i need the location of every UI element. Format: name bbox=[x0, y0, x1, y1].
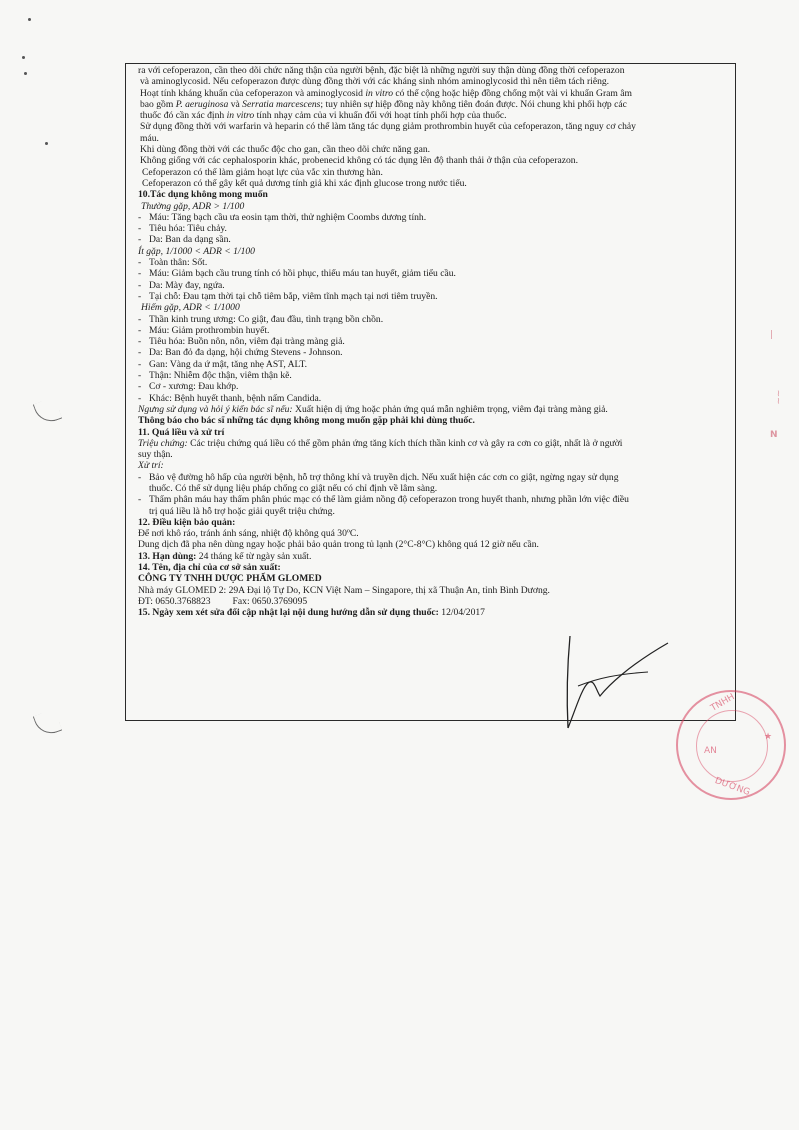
text-line: Sử dụng đồng thời với warfarin và heparin có thể làm tăng tác dụng giảm prothrombin huyết của cefoperazon, tăng nguy cơ chảy bbox=[140, 121, 636, 133]
interactions-section bbox=[138, 65, 730, 189]
list-item: - Da: Ban đỏ đa dạng, hội chứng Stevens - Johnson. bbox=[138, 347, 343, 359]
list-item: - Máu: Giảm bạch cầu trung tính có hồi phục, thiếu máu tan huyết, giảm tiểu cầu. bbox=[138, 268, 456, 280]
margin-mark: | bbox=[770, 330, 774, 340]
symptoms-text-cont: suy thận. bbox=[138, 449, 173, 461]
company-address: Nhà máy GLOMED 2: 29A Đại lộ Tự Do, KCN Việt Nam – Singapore, thị xã Thuận An, tỉnh Bình Dương. bbox=[138, 584, 550, 596]
section-14-heading: 14. Tên, địa chỉ của cơ sở sản xuất: bbox=[138, 562, 281, 574]
list-item: - Máu: Tăng bạch cầu ưa eosin tạm thời, thử nghiệm Coombs dương tính. bbox=[138, 211, 427, 223]
company-seal-stamp bbox=[676, 690, 786, 800]
list-item: - Cơ - xương: Đau khớp. bbox=[138, 381, 239, 393]
list-item: - Thẩm phân máu hay thẩm phân phúc mạc có thể làm giảm nồng độ cefoperazon trong huyết thanh, nhưng phần lớn việc điều bbox=[138, 494, 629, 506]
seal-ring-text: TNHH bbox=[709, 692, 737, 714]
company-name: CÔNG TY TNHH DƯỢC PHẨM GLOMED bbox=[138, 573, 322, 585]
notify-doctor-note: Thông báo cho bác sĩ những tác dụng không mong muốn gặp phải khi dùng thuốc. bbox=[138, 415, 475, 427]
storage-line: Để nơi khô ráo, tránh ánh sáng, nhiệt độ không quá 30ºC. bbox=[138, 528, 359, 540]
list-item: - Tại chỗ: Đau tạm thời tại chỗ tiêm bắp, viêm tĩnh mạch tại nơi tiêm truyền. bbox=[138, 290, 438, 302]
scan-speck bbox=[22, 56, 25, 59]
section-10-heading: 10.Tác dụng không mong muốn bbox=[138, 189, 268, 201]
list-item: - Toàn thân: Sốt. bbox=[138, 257, 208, 269]
section-11-heading: 11. Quá liều và xử trí bbox=[138, 426, 225, 438]
treatment-label: Xử trí: bbox=[138, 460, 164, 472]
margin-mark: ~~ bbox=[772, 389, 783, 405]
text-line: bao gồm P. aeruginosa và Serratia marcescens; tuy nhiên sự hiệp đồng này không tiên đoán được. Nói chung khi phối hợp các bbox=[140, 98, 627, 110]
common-label: Thường gặp, ADR > 1/100 bbox=[141, 200, 245, 212]
scan-speck bbox=[45, 142, 48, 145]
stop-use-note: Ngưng sử dụng và hỏi ý kiến bác sĩ nếu: Xuất hiện dị ứng hoặc phản ứng quá mẫn nghiêm trọng, viêm đại tràng màng giả. bbox=[138, 403, 608, 415]
text-line: Khi dùng đồng thời với các thuốc độc cho gan, cần theo dõi chức năng gan. bbox=[140, 144, 431, 156]
signature-scribble bbox=[548, 628, 688, 738]
text-line: máu. bbox=[140, 132, 159, 144]
text-line: Không giống với các cephalosporin khác, probenecid không có tác dụng lên độ thanh thải ở thận của cefoperazon. bbox=[140, 155, 578, 167]
list-item-cont: trị quá liều là hỗ trợ hoặc giải quyết triệu chứng. bbox=[149, 505, 335, 517]
seal-ring-text: AN bbox=[704, 746, 717, 756]
seal-ring-text: DƯƠNG bbox=[713, 776, 752, 798]
storage-line: Dung dịch đã pha nên dùng ngay hoặc phải bảo quản trong tủ lạnh (2°C-8°C) không quá 12 giờ nếu cần. bbox=[138, 539, 539, 551]
list-item: - Da: Ban da dạng sần. bbox=[138, 234, 231, 246]
document-body bbox=[138, 65, 730, 619]
section-13: 13. Hạn dùng: 24 tháng kể từ ngày sản xuất. bbox=[138, 550, 312, 562]
section-12-heading: 12. Điều kiện bảo quản: bbox=[138, 516, 236, 528]
list-item: - Tiêu hóa: Buồn nôn, nôn, viêm đại tràng màng giả. bbox=[138, 336, 345, 348]
margin-mark: N bbox=[770, 430, 778, 440]
list-item: - Gan: Vàng da ứ mật, tăng nhẹ AST, ALT. bbox=[138, 358, 308, 370]
text-line: Hoạt tính kháng khuẩn của cefoperazon và aminoglycosid in vitro có thể cộng hoặc hiệp đồng chống một vài vi khuẩn Gram âm bbox=[140, 87, 632, 99]
text-line: Cefoperazon có thể gây kết quả dương tính giả khi xác định glucose trong nước tiểu. bbox=[142, 177, 467, 189]
symptoms-text: Triệu chứng: Các triệu chứng quá liều có thể gồm phản ứng tăng kích thích thần kinh cơ và gây ra cơn co giật, nhất là ở người bbox=[138, 437, 623, 449]
text-line: và aminoglycosid. Nếu cefoperazon được dùng đồng thời với các kháng sinh nhóm aminoglycosid thì nên tiêm tách riêng. bbox=[140, 76, 610, 88]
list-item: - Da: Mày đay, ngứa. bbox=[138, 279, 225, 291]
list-item-cont: thuốc. Có thể sử dụng liệu pháp chống co giật nếu có chỉ định về lâm sàng. bbox=[149, 482, 438, 494]
scan-speck bbox=[28, 18, 31, 21]
section-15: 15. Ngày xem xét sửa đổi cập nhật lại nội dung hướng dẫn sử dụng thuốc: 12/04/2017 bbox=[138, 607, 485, 619]
company-contact: ĐT: 0650.3768823 Fax: 0650.3769095 bbox=[138, 595, 308, 607]
binder-hole-mark bbox=[33, 709, 62, 738]
text-line: ra với cefoperazon, cần theo dõi chức năng thận của người bệnh, đặc biệt là những người suy thận dùng đồng thời cefoperazon bbox=[138, 65, 625, 76]
list-item: - Thần kinh trung ương: Co giật, đau đầu, tình trạng bồn chồn. bbox=[138, 313, 384, 325]
list-item: - Khác: Bệnh huyết thanh, bệnh nấm Candida. bbox=[138, 392, 322, 404]
binder-hole-mark bbox=[33, 397, 62, 426]
text-line: Cefoperazon có thể làm giảm hoạt lực của vắc xin thương hàn. bbox=[142, 166, 383, 178]
rare-label: Hiếm gặp, ADR < 1/1000 bbox=[141, 302, 240, 314]
scan-speck bbox=[24, 72, 27, 75]
list-item: - Bảo vệ đường hô hấp của người bệnh, hỗ trợ thông khí và truyền dịch. Nếu xuất hiện các cơn co giật, ngừng ngay sử dụng bbox=[138, 471, 619, 483]
text-line: thuốc đó cần xác định in vitro tính nhạy cảm của vi khuẩn đối với hoạt tính phối hợp của thuốc. bbox=[140, 110, 507, 122]
uncommon-label: Ít gặp, 1/1000 < ADR < 1/100 bbox=[138, 245, 255, 257]
list-item: - Thận: Nhiễm độc thận, viêm thận kẽ. bbox=[138, 370, 292, 382]
list-item: - Tiêu hóa: Tiêu chảy. bbox=[138, 223, 227, 235]
seal-star-icon: ★ bbox=[764, 732, 773, 742]
list-item: - Máu: Giảm prothrombin huyết. bbox=[138, 324, 270, 336]
